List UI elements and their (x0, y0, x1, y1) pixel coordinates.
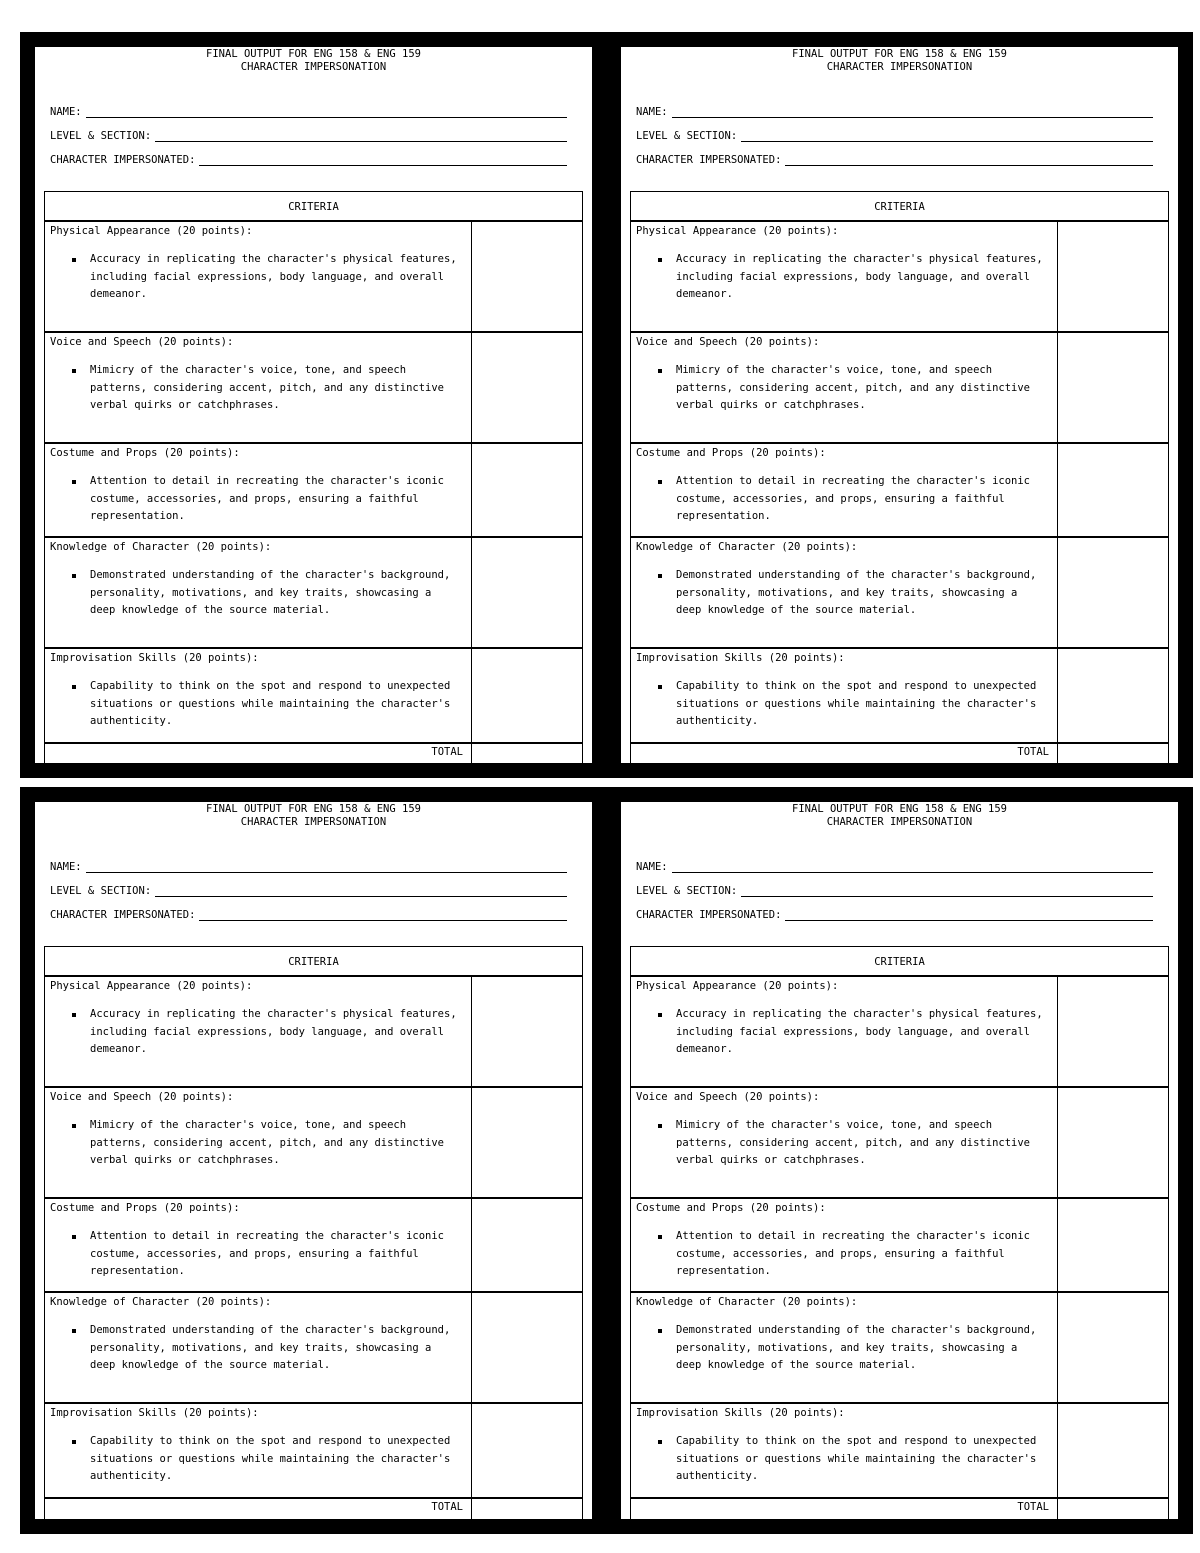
criterion-row (631, 443, 1169, 537)
criterion-cell (45, 1198, 472, 1292)
name-field[interactable] (636, 849, 1153, 873)
criterion-cell (631, 332, 1058, 443)
level-section-line[interactable] (741, 884, 1153, 897)
criterion-cell (45, 976, 472, 1087)
criterion-title: Knowledge of Character (20 points): (50, 541, 272, 553)
criterion-title: Knowledge of Character (20 points): (50, 1296, 272, 1308)
total-row (45, 1498, 583, 1528)
criterion-cell (631, 221, 1058, 332)
criteria-table (44, 191, 583, 773)
student-fields (50, 94, 567, 166)
criterion-row (631, 537, 1169, 648)
criterion-title: Voice and Speech (20 points): (50, 1091, 234, 1103)
rubric-card-top-left (20, 32, 607, 778)
criterion-description: Demonstrated understanding of the character's background, personality, motivations, and key traits, showcasing a deep knowledge of the source material. (90, 1322, 458, 1375)
criterion-description: Mimicry of the character's voice, tone, and speech patterns, considering accent, pitch, and any distinctive verbal quirks or catchphrases. (676, 1117, 1044, 1170)
rubric-sheet (35, 47, 592, 763)
criterion-description: Mimicry of the character's voice, tone, and speech patterns, considering accent, pitch, and any distinctive verbal quirks or catchphrases. (90, 362, 458, 415)
rubric-sheet (621, 47, 1178, 763)
total-score-cell[interactable] (472, 1498, 583, 1528)
score-cell[interactable] (1058, 332, 1169, 443)
criterion-description: Capability to think on the spot and respond to unexpected situations or questions while maintaining the character's authenticity. (90, 1433, 458, 1486)
character-field[interactable] (50, 142, 567, 166)
total-row (631, 1498, 1169, 1528)
form-title (35, 803, 592, 829)
level-section-field[interactable] (636, 873, 1153, 897)
character-line[interactable] (785, 908, 1153, 921)
total-label: TOTAL (45, 743, 472, 773)
criterion-cell (631, 1403, 1058, 1498)
score-cell[interactable] (1058, 1087, 1169, 1198)
criterion-cell (45, 1403, 472, 1498)
name-label: NAME: (636, 106, 668, 118)
criterion-description: Accuracy in replicating the character's physical features, including facial expressions, body language, and overall demeanor. (676, 251, 1044, 304)
criterion-cell (631, 443, 1058, 537)
criterion-row (45, 443, 583, 537)
total-label: TOTAL (631, 1498, 1058, 1528)
total-label: TOTAL (45, 1498, 472, 1528)
criterion-cell (45, 537, 472, 648)
criterion-row (631, 221, 1169, 332)
level-section-label: LEVEL & SECTION: (636, 885, 738, 897)
score-cell[interactable] (1058, 443, 1169, 537)
criterion-description: Demonstrated understanding of the character's background, personality, motivations, and key traits, showcasing a deep knowledge of the source material. (676, 1322, 1044, 1375)
total-score-cell[interactable] (472, 743, 583, 773)
criterion-title: Costume and Props (20 points): (50, 447, 240, 459)
total-row (45, 743, 583, 773)
criteria-header: CRITERIA (631, 192, 1169, 222)
criterion-title: Physical Appearance (20 points): (50, 225, 253, 237)
criterion-title: Improvisation Skills (20 points): (636, 652, 845, 664)
criterion-row (45, 1087, 583, 1198)
criterion-row (45, 1198, 583, 1292)
criterion-description: Attention to detail in recreating the character's iconic costume, accessories, and props, ensuring a faithful representation. (676, 473, 1044, 526)
level-section-line[interactable] (741, 129, 1153, 142)
criterion-cell (45, 332, 472, 443)
name-line[interactable] (672, 105, 1153, 118)
character-line[interactable] (199, 908, 567, 921)
criterion-description: Capability to think on the spot and respond to unexpected situations or questions while maintaining the character's authenticity. (676, 678, 1044, 731)
criterion-description: Demonstrated understanding of the character's background, personality, motivations, and key traits, showcasing a deep knowledge of the source material. (676, 567, 1044, 620)
criterion-description: Attention to detail in recreating the character's iconic costume, accessories, and props, ensuring a faithful representation. (90, 1228, 458, 1281)
criterion-row (45, 648, 583, 743)
criterion-description: Mimicry of the character's voice, tone, and speech patterns, considering accent, pitch, and any distinctive verbal quirks or catchphrases. (90, 1117, 458, 1170)
title-line-1: FINAL OUTPUT FOR ENG 158 & ENG 159 (792, 48, 1007, 60)
criterion-title: Physical Appearance (20 points): (636, 225, 839, 237)
criterion-title: Voice and Speech (20 points): (50, 336, 234, 348)
level-section-line[interactable] (155, 129, 567, 142)
score-cell[interactable] (472, 1403, 583, 1498)
criterion-row (45, 976, 583, 1087)
criterion-title: Improvisation Skills (20 points): (50, 1407, 259, 1419)
criterion-description: Mimicry of the character's voice, tone, and speech patterns, considering accent, pitch, and any distinctive verbal quirks or catchphrases. (676, 362, 1044, 415)
level-section-label: LEVEL & SECTION: (636, 130, 738, 142)
level-section-field[interactable] (50, 118, 567, 142)
criterion-description: Capability to think on the spot and respond to unexpected situations or questions while maintaining the character's authenticity. (676, 1433, 1044, 1486)
criterion-cell (631, 1198, 1058, 1292)
name-line[interactable] (672, 860, 1153, 873)
criterion-title: Voice and Speech (20 points): (636, 1091, 820, 1103)
title-line-2: CHARACTER IMPERSONATION (240, 816, 387, 828)
rubric-card-bottom-left (20, 787, 607, 1534)
rubric-sheet (35, 802, 592, 1519)
criterion-title: Improvisation Skills (20 points): (636, 1407, 845, 1419)
form-title (621, 48, 1178, 74)
criteria-table (630, 191, 1169, 773)
total-score-cell[interactable] (1058, 1498, 1169, 1528)
level-section-field[interactable] (636, 118, 1153, 142)
criterion-row (631, 1087, 1169, 1198)
criterion-row (631, 1292, 1169, 1403)
score-cell[interactable] (1058, 1198, 1169, 1292)
criteria-table (44, 946, 583, 1528)
criterion-cell (45, 443, 472, 537)
score-cell[interactable] (472, 1198, 583, 1292)
criterion-title: Costume and Props (20 points): (50, 1202, 240, 1214)
level-section-label: LEVEL & SECTION: (50, 885, 152, 897)
criterion-title: Physical Appearance (20 points): (636, 980, 839, 992)
level-section-label: LEVEL & SECTION: (50, 130, 152, 142)
criterion-title: Costume and Props (20 points): (636, 1202, 826, 1214)
criterion-title: Knowledge of Character (20 points): (636, 1296, 858, 1308)
name-label: NAME: (636, 861, 668, 873)
score-cell[interactable] (1058, 221, 1169, 332)
criterion-cell (631, 976, 1058, 1087)
criterion-row (45, 537, 583, 648)
character-label: CHARACTER IMPERSONATED: (636, 909, 782, 921)
score-cell[interactable] (1058, 537, 1169, 648)
score-cell[interactable] (472, 1087, 583, 1198)
name-label: NAME: (50, 861, 82, 873)
name-line[interactable] (86, 105, 567, 118)
criterion-title: Voice and Speech (20 points): (636, 336, 820, 348)
name-field[interactable] (636, 94, 1153, 118)
title-line-1: FINAL OUTPUT FOR ENG 158 & ENG 159 (206, 48, 421, 60)
criterion-row (45, 1403, 583, 1498)
name-label: NAME: (50, 106, 82, 118)
criterion-row (45, 332, 583, 443)
total-label: TOTAL (631, 743, 1058, 773)
criterion-description: Attention to detail in recreating the character's iconic costume, accessories, and props, ensuring a faithful representation. (676, 1228, 1044, 1281)
criterion-cell (45, 1087, 472, 1198)
title-line-2: CHARACTER IMPERSONATION (240, 61, 387, 73)
score-cell[interactable] (472, 648, 583, 743)
criterion-cell (631, 648, 1058, 743)
score-cell[interactable] (472, 443, 583, 537)
criterion-description: Accuracy in replicating the character's physical features, including facial expressions, body language, and overall demeanor. (90, 1006, 458, 1059)
name-field[interactable] (50, 94, 567, 118)
criterion-title: Costume and Props (20 points): (636, 447, 826, 459)
name-field[interactable] (50, 849, 567, 873)
criterion-title: Improvisation Skills (20 points): (50, 652, 259, 664)
criterion-row (631, 1403, 1169, 1498)
criterion-row (45, 1292, 583, 1403)
level-section-field[interactable] (50, 873, 567, 897)
score-cell[interactable] (1058, 648, 1169, 743)
title-line-1: FINAL OUTPUT FOR ENG 158 & ENG 159 (206, 803, 421, 815)
score-cell[interactable] (1058, 1292, 1169, 1403)
level-section-line[interactable] (155, 884, 567, 897)
student-fields (50, 849, 567, 921)
score-cell[interactable] (472, 537, 583, 648)
student-fields (636, 849, 1153, 921)
form-title (621, 803, 1178, 829)
criteria-header: CRITERIA (45, 947, 583, 977)
criterion-description: Attention to detail in recreating the character's iconic costume, accessories, and props, ensuring a faithful representation. (90, 473, 458, 526)
criterion-cell (631, 537, 1058, 648)
score-cell[interactable] (1058, 1403, 1169, 1498)
criteria-header: CRITERIA (631, 947, 1169, 977)
criteria-table (630, 946, 1169, 1528)
rubric-card-top-right (606, 32, 1193, 778)
character-label: CHARACTER IMPERSONATED: (636, 154, 782, 166)
score-cell[interactable] (472, 332, 583, 443)
rubric-card-bottom-right (606, 787, 1193, 1534)
name-line[interactable] (86, 860, 567, 873)
rubric-sheet (621, 802, 1178, 1519)
student-fields (636, 94, 1153, 166)
criterion-cell (631, 1292, 1058, 1403)
character-label: CHARACTER IMPERSONATED: (50, 909, 196, 921)
score-cell[interactable] (472, 221, 583, 332)
criterion-cell (45, 1292, 472, 1403)
criterion-cell (631, 1087, 1058, 1198)
title-line-2: CHARACTER IMPERSONATION (826, 816, 973, 828)
title-line-2: CHARACTER IMPERSONATION (826, 61, 973, 73)
criteria-header: CRITERIA (45, 192, 583, 222)
criterion-cell (45, 648, 472, 743)
character-line[interactable] (199, 153, 567, 166)
criterion-row (631, 332, 1169, 443)
character-field[interactable] (636, 142, 1153, 166)
criterion-description: Accuracy in replicating the character's physical features, including facial expressions, body language, and overall demeanor. (90, 251, 458, 304)
score-cell[interactable] (472, 1292, 583, 1403)
criterion-row (631, 976, 1169, 1087)
character-field[interactable] (50, 897, 567, 921)
criterion-title: Knowledge of Character (20 points): (636, 541, 858, 553)
total-score-cell[interactable] (1058, 743, 1169, 773)
form-title (35, 48, 592, 74)
score-cell[interactable] (472, 976, 583, 1087)
criterion-row (631, 1198, 1169, 1292)
character-line[interactable] (785, 153, 1153, 166)
character-label: CHARACTER IMPERSONATED: (50, 154, 196, 166)
criterion-description: Demonstrated understanding of the character's background, personality, motivations, and key traits, showcasing a deep knowledge of the source material. (90, 567, 458, 620)
score-cell[interactable] (1058, 976, 1169, 1087)
criterion-description: Capability to think on the spot and respond to unexpected situations or questions while maintaining the character's authenticity. (90, 678, 458, 731)
criterion-cell (45, 221, 472, 332)
criterion-description: Accuracy in replicating the character's physical features, including facial expressions, body language, and overall demeanor. (676, 1006, 1044, 1059)
character-field[interactable] (636, 897, 1153, 921)
criterion-title: Physical Appearance (20 points): (50, 980, 253, 992)
title-line-1: FINAL OUTPUT FOR ENG 158 & ENG 159 (792, 803, 1007, 815)
total-row (631, 743, 1169, 773)
criterion-row (45, 221, 583, 332)
criterion-row (631, 648, 1169, 743)
